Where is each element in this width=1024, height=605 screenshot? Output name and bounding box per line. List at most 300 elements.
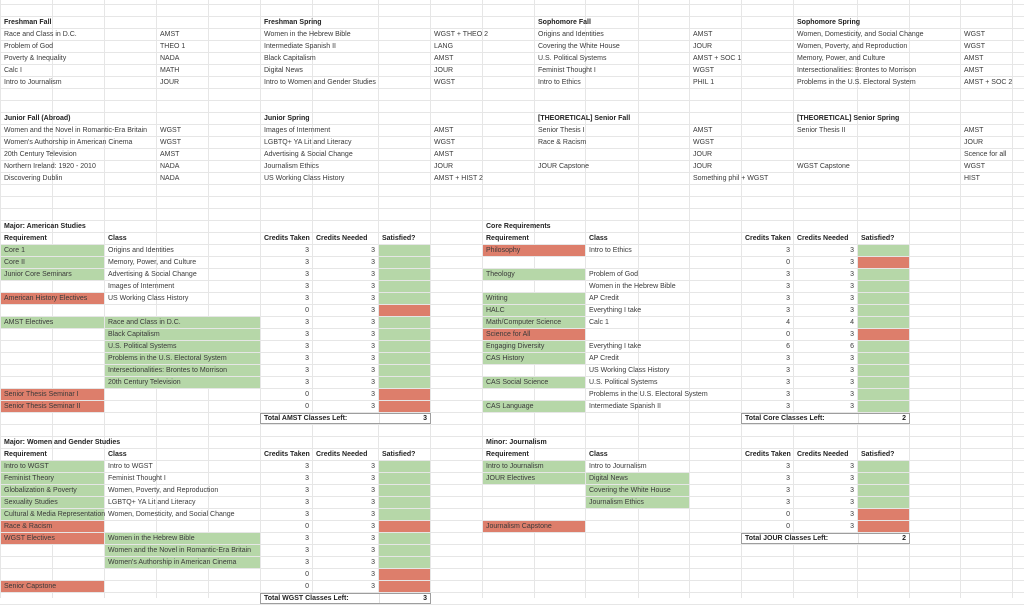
- course-name[interactable]: Feminist Thought I: [538, 67, 596, 74]
- requirement-cell[interactable]: Core 1: [1, 245, 104, 256]
- credits-taken-cell[interactable]: 3: [305, 247, 309, 254]
- credits-needed-cell[interactable]: 3: [371, 355, 375, 362]
- class-cell[interactable]: Problem of God: [589, 271, 639, 278]
- semester-title[interactable]: Freshman Spring: [264, 19, 322, 26]
- class-cell[interactable]: Intersectionalities: Brontes to Morrison: [105, 365, 260, 376]
- credits-needed-cell[interactable]: 3: [850, 487, 854, 494]
- credits-taken-cell[interactable]: 3: [305, 475, 309, 482]
- course-name[interactable]: [794, 173, 960, 184]
- requirement-cell[interactable]: HALC: [483, 305, 585, 316]
- requirement-cell[interactable]: Engaging Diversity: [483, 341, 585, 352]
- requirement-cell[interactable]: [1, 305, 104, 316]
- satisfied-cell[interactable]: [858, 473, 909, 484]
- credits-needed-cell[interactable]: 3: [850, 283, 854, 290]
- requirement-cell[interactable]: CAS Language: [483, 401, 585, 412]
- class-cell[interactable]: [586, 509, 689, 520]
- satisfied-cell[interactable]: [858, 245, 909, 256]
- requirement-cell[interactable]: Core II: [1, 257, 104, 268]
- credits-needed-cell[interactable]: 3: [371, 535, 375, 542]
- course-name[interactable]: 20th Century Television: [4, 151, 77, 158]
- satisfied-cell[interactable]: [379, 269, 430, 280]
- credits-taken-cell[interactable]: 3: [786, 247, 790, 254]
- class-cell[interactable]: AP Credit: [589, 295, 619, 302]
- header-requirement[interactable]: Requirement: [4, 235, 47, 242]
- credits-taken-cell[interactable]: 3: [786, 379, 790, 386]
- class-cell[interactable]: [586, 257, 689, 268]
- requirement-cell[interactable]: Theology: [483, 269, 585, 280]
- requirement-cell[interactable]: WGST Electives: [1, 533, 104, 544]
- credits-taken-cell[interactable]: 0: [786, 259, 790, 266]
- class-cell[interactable]: Intro to Ethics: [589, 247, 632, 254]
- header-satisfied[interactable]: Satisfied?: [382, 451, 416, 458]
- class-cell[interactable]: Feminist Thought I: [108, 475, 166, 482]
- credits-needed-cell[interactable]: 3: [850, 403, 854, 410]
- credits-needed-cell[interactable]: 3: [371, 319, 375, 326]
- credits-needed-cell[interactable]: 3: [371, 571, 375, 578]
- requirement-cell[interactable]: Math/Computer Science: [483, 317, 585, 328]
- requirement-cell[interactable]: [1, 281, 104, 292]
- credits-taken-cell[interactable]: 0: [305, 571, 309, 578]
- requirement-cell[interactable]: JOUR Electives: [483, 473, 585, 484]
- credits-needed-cell[interactable]: 3: [371, 403, 375, 410]
- requirement-cell[interactable]: Feminist Theory: [1, 473, 104, 484]
- satisfied-cell[interactable]: [858, 485, 909, 496]
- class-cell[interactable]: Women, Domesticity, and Social Change: [108, 511, 235, 518]
- credits-taken-cell[interactable]: 3: [786, 295, 790, 302]
- satisfied-cell[interactable]: [858, 389, 909, 400]
- credits-taken-cell[interactable]: 3: [305, 463, 309, 470]
- credits-needed-cell[interactable]: 3: [850, 391, 854, 398]
- class-cell[interactable]: AP Credit: [589, 355, 619, 362]
- course-dept[interactable]: AMST: [693, 127, 713, 134]
- course-dept[interactable]: THEO 1: [160, 43, 186, 50]
- satisfied-cell[interactable]: [379, 569, 430, 580]
- class-cell[interactable]: US Working Class History: [589, 367, 670, 374]
- credits-taken-cell[interactable]: 3: [305, 283, 309, 290]
- credits-taken-cell[interactable]: 6: [786, 343, 790, 350]
- credits-needed-cell[interactable]: 3: [850, 511, 854, 518]
- header-credits-taken[interactable]: Credits Taken: [264, 451, 310, 458]
- requirement-cell[interactable]: [1, 545, 104, 556]
- class-cell[interactable]: US Working Class History: [108, 295, 189, 302]
- credits-taken-cell[interactable]: 3: [786, 283, 790, 290]
- course-name[interactable]: Digital News: [264, 67, 303, 74]
- satisfied-cell[interactable]: [379, 317, 430, 328]
- course-dept[interactable]: AMST: [964, 67, 984, 74]
- course-dept[interactable]: WGST + THEO 2: [434, 31, 489, 38]
- requirement-cell[interactable]: Science for All: [483, 329, 585, 340]
- requirement-cell[interactable]: [483, 509, 585, 520]
- requirement-cell[interactable]: Journalism Capstone: [483, 521, 585, 532]
- course-dept[interactable]: WGST: [160, 127, 181, 134]
- course-dept[interactable]: PHIL 1: [693, 79, 715, 86]
- course-dept[interactable]: AMST: [160, 151, 180, 158]
- satisfied-cell[interactable]: [858, 341, 909, 352]
- class-cell[interactable]: Problems in the U.S. Electoral System: [105, 353, 260, 364]
- course-dept[interactable]: WGST: [964, 31, 985, 38]
- satisfied-cell[interactable]: [858, 521, 909, 532]
- semester-title[interactable]: [THEORETICAL] Senior Spring: [797, 115, 900, 122]
- header-class[interactable]: Class: [108, 235, 127, 242]
- course-name[interactable]: Memory, Power, and Culture: [797, 55, 886, 62]
- credits-taken-cell[interactable]: 3: [305, 535, 309, 542]
- satisfied-cell[interactable]: [858, 269, 909, 280]
- credits-needed-cell[interactable]: 3: [371, 559, 375, 566]
- course-dept[interactable]: LANG: [434, 43, 454, 50]
- credits-needed-cell[interactable]: 3: [371, 271, 375, 278]
- credits-needed-cell[interactable]: 3: [371, 547, 375, 554]
- course-dept[interactable]: WGST: [434, 139, 455, 146]
- credits-taken-cell[interactable]: 0: [305, 583, 309, 590]
- course-name[interactable]: Intersectionalities: Brontes to Morrison: [797, 67, 917, 74]
- semester-title[interactable]: Junior Fall (Abroad): [4, 115, 71, 122]
- course-name[interactable]: JOUR Capstone: [538, 163, 589, 170]
- satisfied-cell[interactable]: [379, 389, 430, 400]
- course-name[interactable]: LGBTQ+ YA Lit and Literacy: [264, 139, 352, 146]
- requirement-cell[interactable]: [483, 281, 585, 292]
- class-cell[interactable]: U.S. Political Systems: [589, 379, 658, 386]
- satisfied-cell[interactable]: [379, 245, 430, 256]
- requirement-cell[interactable]: [1, 365, 104, 376]
- credits-taken-cell[interactable]: 3: [786, 307, 790, 314]
- course-name[interactable]: Problems in the U.S. Electoral System: [797, 79, 916, 86]
- course-name[interactable]: Discovering Dublin: [4, 175, 63, 182]
- class-cell[interactable]: Everything I take: [589, 343, 642, 350]
- course-dept[interactable]: AMST + SOC 2: [964, 79, 1013, 86]
- header-credits-needed[interactable]: Credits Needed: [316, 235, 368, 242]
- course-dept[interactable]: WGST: [434, 79, 455, 86]
- satisfied-cell[interactable]: [379, 497, 430, 508]
- header-requirement[interactable]: Requirement: [486, 451, 529, 458]
- course-name[interactable]: Problem of God: [4, 43, 54, 50]
- credits-needed-cell[interactable]: 3: [850, 307, 854, 314]
- course-dept[interactable]: WGST: [964, 43, 985, 50]
- course-name[interactable]: Intermediate Spanish II: [264, 43, 336, 50]
- requirement-cell[interactable]: Writing: [483, 293, 585, 304]
- class-cell[interactable]: 20th Century Television: [105, 377, 260, 388]
- credits-needed-cell[interactable]: 3: [850, 355, 854, 362]
- course-dept[interactable]: JOUR: [693, 163, 713, 170]
- class-cell[interactable]: Women, Poverty, and Reproduction: [108, 487, 219, 494]
- credits-taken-cell[interactable]: 3: [305, 295, 309, 302]
- class-cell[interactable]: [105, 581, 260, 592]
- credits-needed-cell[interactable]: 3: [850, 367, 854, 374]
- header-satisfied[interactable]: Satisfied?: [861, 451, 895, 458]
- header-satisfied[interactable]: Satisfied?: [861, 235, 895, 242]
- header-requirement[interactable]: Requirement: [4, 451, 47, 458]
- class-cell[interactable]: Women in the Hebrew Bible: [589, 283, 676, 290]
- course-name[interactable]: U.S. Political Systems: [538, 55, 607, 62]
- satisfied-cell[interactable]: [858, 293, 909, 304]
- course-dept[interactable]: MATH: [160, 67, 180, 74]
- credits-taken-cell[interactable]: 3: [305, 511, 309, 518]
- class-cell[interactable]: Journalism Ethics: [586, 497, 689, 508]
- requirement-cell[interactable]: [483, 257, 585, 268]
- class-cell[interactable]: [105, 569, 260, 580]
- requirement-cell[interactable]: [483, 485, 585, 496]
- class-cell[interactable]: [105, 389, 260, 400]
- class-cell[interactable]: [105, 401, 260, 412]
- class-cell[interactable]: Origins and Identities: [108, 247, 174, 254]
- credits-needed-cell[interactable]: 3: [371, 307, 375, 314]
- satisfied-cell[interactable]: [379, 341, 430, 352]
- satisfied-cell[interactable]: [858, 305, 909, 316]
- requirement-cell[interactable]: American History Electives: [1, 293, 104, 304]
- credits-needed-cell[interactable]: 3: [371, 259, 375, 266]
- header-credits-taken[interactable]: Credits Taken: [264, 235, 310, 242]
- credits-taken-cell[interactable]: 3: [786, 487, 790, 494]
- course-name[interactable]: Women in the Hebrew Bible: [264, 31, 351, 38]
- satisfied-cell[interactable]: [858, 509, 909, 520]
- requirement-cell[interactable]: [483, 365, 585, 376]
- credits-taken-cell[interactable]: 3: [305, 319, 309, 326]
- satisfied-cell[interactable]: [858, 377, 909, 388]
- credits-needed-cell[interactable]: 3: [371, 247, 375, 254]
- credits-taken-cell[interactable]: 3: [305, 559, 309, 566]
- credits-taken-cell[interactable]: 3: [305, 271, 309, 278]
- satisfied-cell[interactable]: [858, 365, 909, 376]
- requirement-cell[interactable]: [1, 329, 104, 340]
- course-dept[interactable]: WGST: [964, 163, 985, 170]
- satisfied-cell[interactable]: [858, 353, 909, 364]
- header-class[interactable]: Class: [589, 451, 608, 458]
- satisfied-cell[interactable]: [379, 533, 430, 544]
- satisfied-cell[interactable]: [379, 377, 430, 388]
- course-name[interactable]: WGST Capstone: [797, 163, 850, 170]
- class-cell[interactable]: Black Capitalism: [105, 329, 260, 340]
- satisfied-cell[interactable]: [379, 365, 430, 376]
- course-name[interactable]: [794, 137, 960, 148]
- satisfied-cell[interactable]: [858, 401, 909, 412]
- requirement-cell[interactable]: [1, 353, 104, 364]
- class-cell[interactable]: Women and the Novel in Romantic-Era Britain: [105, 545, 260, 556]
- satisfied-cell[interactable]: [379, 257, 430, 268]
- credits-needed-cell[interactable]: 3: [371, 295, 375, 302]
- class-cell[interactable]: Memory, Power, and Culture: [108, 259, 197, 266]
- class-cell[interactable]: Women in the Hebrew Bible: [105, 533, 260, 544]
- class-cell[interactable]: Intermediate Spanish II: [589, 403, 661, 410]
- course-name[interactable]: Race and Class in D.C.: [4, 31, 77, 38]
- credits-taken-cell[interactable]: 0: [305, 391, 309, 398]
- satisfied-cell[interactable]: [379, 581, 430, 592]
- course-name[interactable]: Intro to Ethics: [538, 79, 581, 86]
- credits-needed-cell[interactable]: 3: [371, 487, 375, 494]
- requirement-cell[interactable]: [1, 341, 104, 352]
- credits-needed-cell[interactable]: 3: [850, 523, 854, 530]
- course-dept[interactable]: AMST: [160, 31, 180, 38]
- semester-title[interactable]: [THEORETICAL] Senior Fall: [538, 115, 631, 122]
- course-dept[interactable]: JOUR: [964, 139, 984, 146]
- satisfied-cell[interactable]: [858, 329, 909, 340]
- header-credits-needed[interactable]: Credits Needed: [797, 235, 849, 242]
- credits-needed-cell[interactable]: 3: [371, 379, 375, 386]
- requirement-cell[interactable]: Senior Thesis Seminar II: [1, 401, 104, 412]
- credits-needed-cell[interactable]: 6: [850, 343, 854, 350]
- header-requirement[interactable]: Requirement: [486, 235, 529, 242]
- requirement-cell[interactable]: Sexuality Studies: [1, 497, 104, 508]
- header-credits-needed[interactable]: Credits Needed: [797, 451, 849, 458]
- course-dept[interactable]: AMST: [693, 31, 713, 38]
- course-dept[interactable]: AMST: [434, 127, 454, 134]
- course-name[interactable]: Women, Domesticity, and Social Change: [797, 31, 924, 38]
- class-cell[interactable]: Calc 1: [589, 319, 609, 326]
- course-name[interactable]: Women, Poverty, and Reproduction: [797, 43, 908, 50]
- credits-taken-cell[interactable]: 3: [305, 367, 309, 374]
- class-cell[interactable]: Intro to WGST: [108, 463, 153, 470]
- credits-taken-cell[interactable]: 3: [305, 331, 309, 338]
- credits-taken-cell[interactable]: 3: [786, 367, 790, 374]
- credits-taken-cell[interactable]: 3: [786, 475, 790, 482]
- course-dept[interactable]: NADA: [160, 175, 180, 182]
- satisfied-cell[interactable]: [379, 293, 430, 304]
- credits-taken-cell[interactable]: 3: [786, 499, 790, 506]
- satisfied-cell[interactable]: [858, 257, 909, 268]
- requirement-cell[interactable]: [1, 569, 104, 580]
- semester-title[interactable]: Sophomore Fall: [538, 19, 591, 26]
- credits-needed-cell[interactable]: 3: [850, 247, 854, 254]
- course-dept[interactable]: AMST: [964, 127, 984, 134]
- credits-needed-cell[interactable]: 3: [371, 583, 375, 590]
- credits-taken-cell[interactable]: 3: [786, 391, 790, 398]
- credits-taken-cell[interactable]: 3: [305, 499, 309, 506]
- class-cell[interactable]: [105, 521, 260, 532]
- course-name[interactable]: Covering the White House: [538, 43, 620, 50]
- course-dept[interactable]: WGST: [693, 67, 714, 74]
- header-credits-taken[interactable]: Credits Taken: [745, 235, 791, 242]
- satisfied-cell[interactable]: [379, 485, 430, 496]
- course-dept[interactable]: WGST: [160, 139, 181, 146]
- course-name[interactable]: Advertising & Social Change: [264, 151, 353, 158]
- course-dept[interactable]: NADA: [160, 55, 180, 62]
- credits-needed-cell[interactable]: 3: [371, 511, 375, 518]
- satisfied-cell[interactable]: [379, 509, 430, 520]
- course-dept[interactable]: AMST: [434, 151, 454, 158]
- requirement-cell[interactable]: Cultural & Media Representation: [1, 509, 104, 520]
- requirement-cell[interactable]: Globalization & Poverty: [1, 485, 104, 496]
- credits-needed-cell[interactable]: 3: [850, 271, 854, 278]
- credits-taken-cell[interactable]: 0: [786, 523, 790, 530]
- class-cell[interactable]: [586, 521, 689, 532]
- course-name[interactable]: [535, 149, 689, 160]
- satisfied-cell[interactable]: [379, 401, 430, 412]
- course-dept[interactable]: Scence for all: [964, 151, 1007, 158]
- requirement-cell[interactable]: CAS Social Science: [483, 377, 585, 388]
- credits-needed-cell[interactable]: 3: [850, 463, 854, 470]
- semester-title[interactable]: Sophomore Spring: [797, 19, 860, 26]
- header-satisfied[interactable]: Satisfied?: [382, 235, 416, 242]
- header-class[interactable]: Class: [108, 451, 127, 458]
- credits-taken-cell[interactable]: 3: [305, 487, 309, 494]
- credits-needed-cell[interactable]: 3: [850, 331, 854, 338]
- course-name[interactable]: Intro to Women and Gender Studies: [264, 79, 376, 86]
- table-title[interactable]: Major: Women and Gender Studies: [4, 439, 121, 446]
- credits-taken-cell[interactable]: 3: [786, 271, 790, 278]
- satisfied-cell[interactable]: [379, 557, 430, 568]
- credits-needed-cell[interactable]: 3: [850, 499, 854, 506]
- requirement-cell[interactable]: Senior Capstone: [1, 581, 104, 592]
- course-dept[interactable]: Something phil + WGST: [693, 175, 769, 182]
- credits-needed-cell[interactable]: 3: [371, 391, 375, 398]
- credits-needed-cell[interactable]: 3: [371, 523, 375, 530]
- header-class[interactable]: Class: [589, 235, 608, 242]
- credits-needed-cell[interactable]: 3: [371, 475, 375, 482]
- class-cell[interactable]: U.S. Political Systems: [105, 341, 260, 352]
- credits-taken-cell[interactable]: 0: [305, 307, 309, 314]
- credits-needed-cell[interactable]: 3: [850, 259, 854, 266]
- course-name[interactable]: Women's Authorship in American Cinema: [4, 139, 133, 146]
- course-name[interactable]: [794, 149, 960, 160]
- requirement-cell[interactable]: [483, 389, 585, 400]
- credits-taken-cell[interactable]: 0: [786, 331, 790, 338]
- class-cell[interactable]: Images of Internment: [108, 283, 175, 290]
- course-dept[interactable]: WGST: [693, 139, 714, 146]
- requirement-cell[interactable]: Junior Core Seminars: [1, 269, 104, 280]
- class-cell[interactable]: Everything I take: [589, 307, 642, 314]
- satisfied-cell[interactable]: [379, 353, 430, 364]
- requirement-cell[interactable]: Philosophy: [483, 245, 585, 256]
- course-name[interactable]: Intro to Journalism: [4, 79, 62, 86]
- class-cell[interactable]: Race and Class in D.C.: [105, 317, 260, 328]
- course-name[interactable]: Northern Ireland: 1920 - 2010: [4, 163, 96, 170]
- credits-taken-cell[interactable]: 0: [305, 403, 309, 410]
- credits-taken-cell[interactable]: 3: [305, 259, 309, 266]
- course-name[interactable]: Race & Racism: [538, 139, 587, 146]
- course-name[interactable]: Origins and Identities: [538, 31, 604, 38]
- satisfied-cell[interactable]: [379, 545, 430, 556]
- credits-taken-cell[interactable]: 0: [786, 511, 790, 518]
- course-dept[interactable]: HIST: [964, 175, 980, 182]
- satisfied-cell[interactable]: [379, 305, 430, 316]
- header-credits-needed[interactable]: Credits Needed: [316, 451, 368, 458]
- course-name[interactable]: Senior Thesis II: [797, 127, 846, 134]
- requirement-cell[interactable]: [1, 557, 104, 568]
- credits-needed-cell[interactable]: 3: [850, 379, 854, 386]
- class-cell[interactable]: [105, 305, 260, 316]
- class-cell[interactable]: Intro to Journalism: [589, 463, 647, 470]
- credits-taken-cell[interactable]: 4: [786, 319, 790, 326]
- credits-taken-cell[interactable]: 0: [305, 523, 309, 530]
- requirement-cell[interactable]: CAS History: [483, 353, 585, 364]
- credits-taken-cell[interactable]: 3: [786, 463, 790, 470]
- satisfied-cell[interactable]: [379, 521, 430, 532]
- course-dept[interactable]: AMST: [434, 55, 454, 62]
- course-name[interactable]: Senior Thesis I: [538, 127, 585, 134]
- course-name[interactable]: Poverty & Inequality: [4, 55, 67, 62]
- course-dept[interactable]: JOUR: [693, 43, 713, 50]
- class-cell[interactable]: Advertising & Social Change: [108, 271, 197, 278]
- course-dept[interactable]: JOUR: [434, 67, 454, 74]
- course-dept[interactable]: JOUR: [160, 79, 180, 86]
- credits-taken-cell[interactable]: 3: [305, 355, 309, 362]
- requirement-cell[interactable]: [483, 497, 585, 508]
- credits-needed-cell[interactable]: 3: [371, 343, 375, 350]
- class-cell[interactable]: Digital News: [586, 473, 689, 484]
- satisfied-cell[interactable]: [379, 461, 430, 472]
- credits-needed-cell[interactable]: 3: [371, 499, 375, 506]
- credits-taken-cell[interactable]: 3: [305, 547, 309, 554]
- class-cell[interactable]: Covering the White House: [586, 485, 689, 496]
- satisfied-cell[interactable]: [379, 473, 430, 484]
- credits-taken-cell[interactable]: 3: [305, 343, 309, 350]
- course-dept[interactable]: JOUR: [693, 151, 713, 158]
- credits-taken-cell[interactable]: 3: [305, 379, 309, 386]
- satisfied-cell[interactable]: [858, 497, 909, 508]
- course-name[interactable]: Calc I: [4, 67, 22, 74]
- satisfied-cell[interactable]: [858, 281, 909, 292]
- credits-needed-cell[interactable]: 3: [371, 463, 375, 470]
- course-name[interactable]: Women and the Novel in Romantic-Era Britain: [4, 127, 148, 134]
- header-credits-taken[interactable]: Credits Taken: [745, 451, 791, 458]
